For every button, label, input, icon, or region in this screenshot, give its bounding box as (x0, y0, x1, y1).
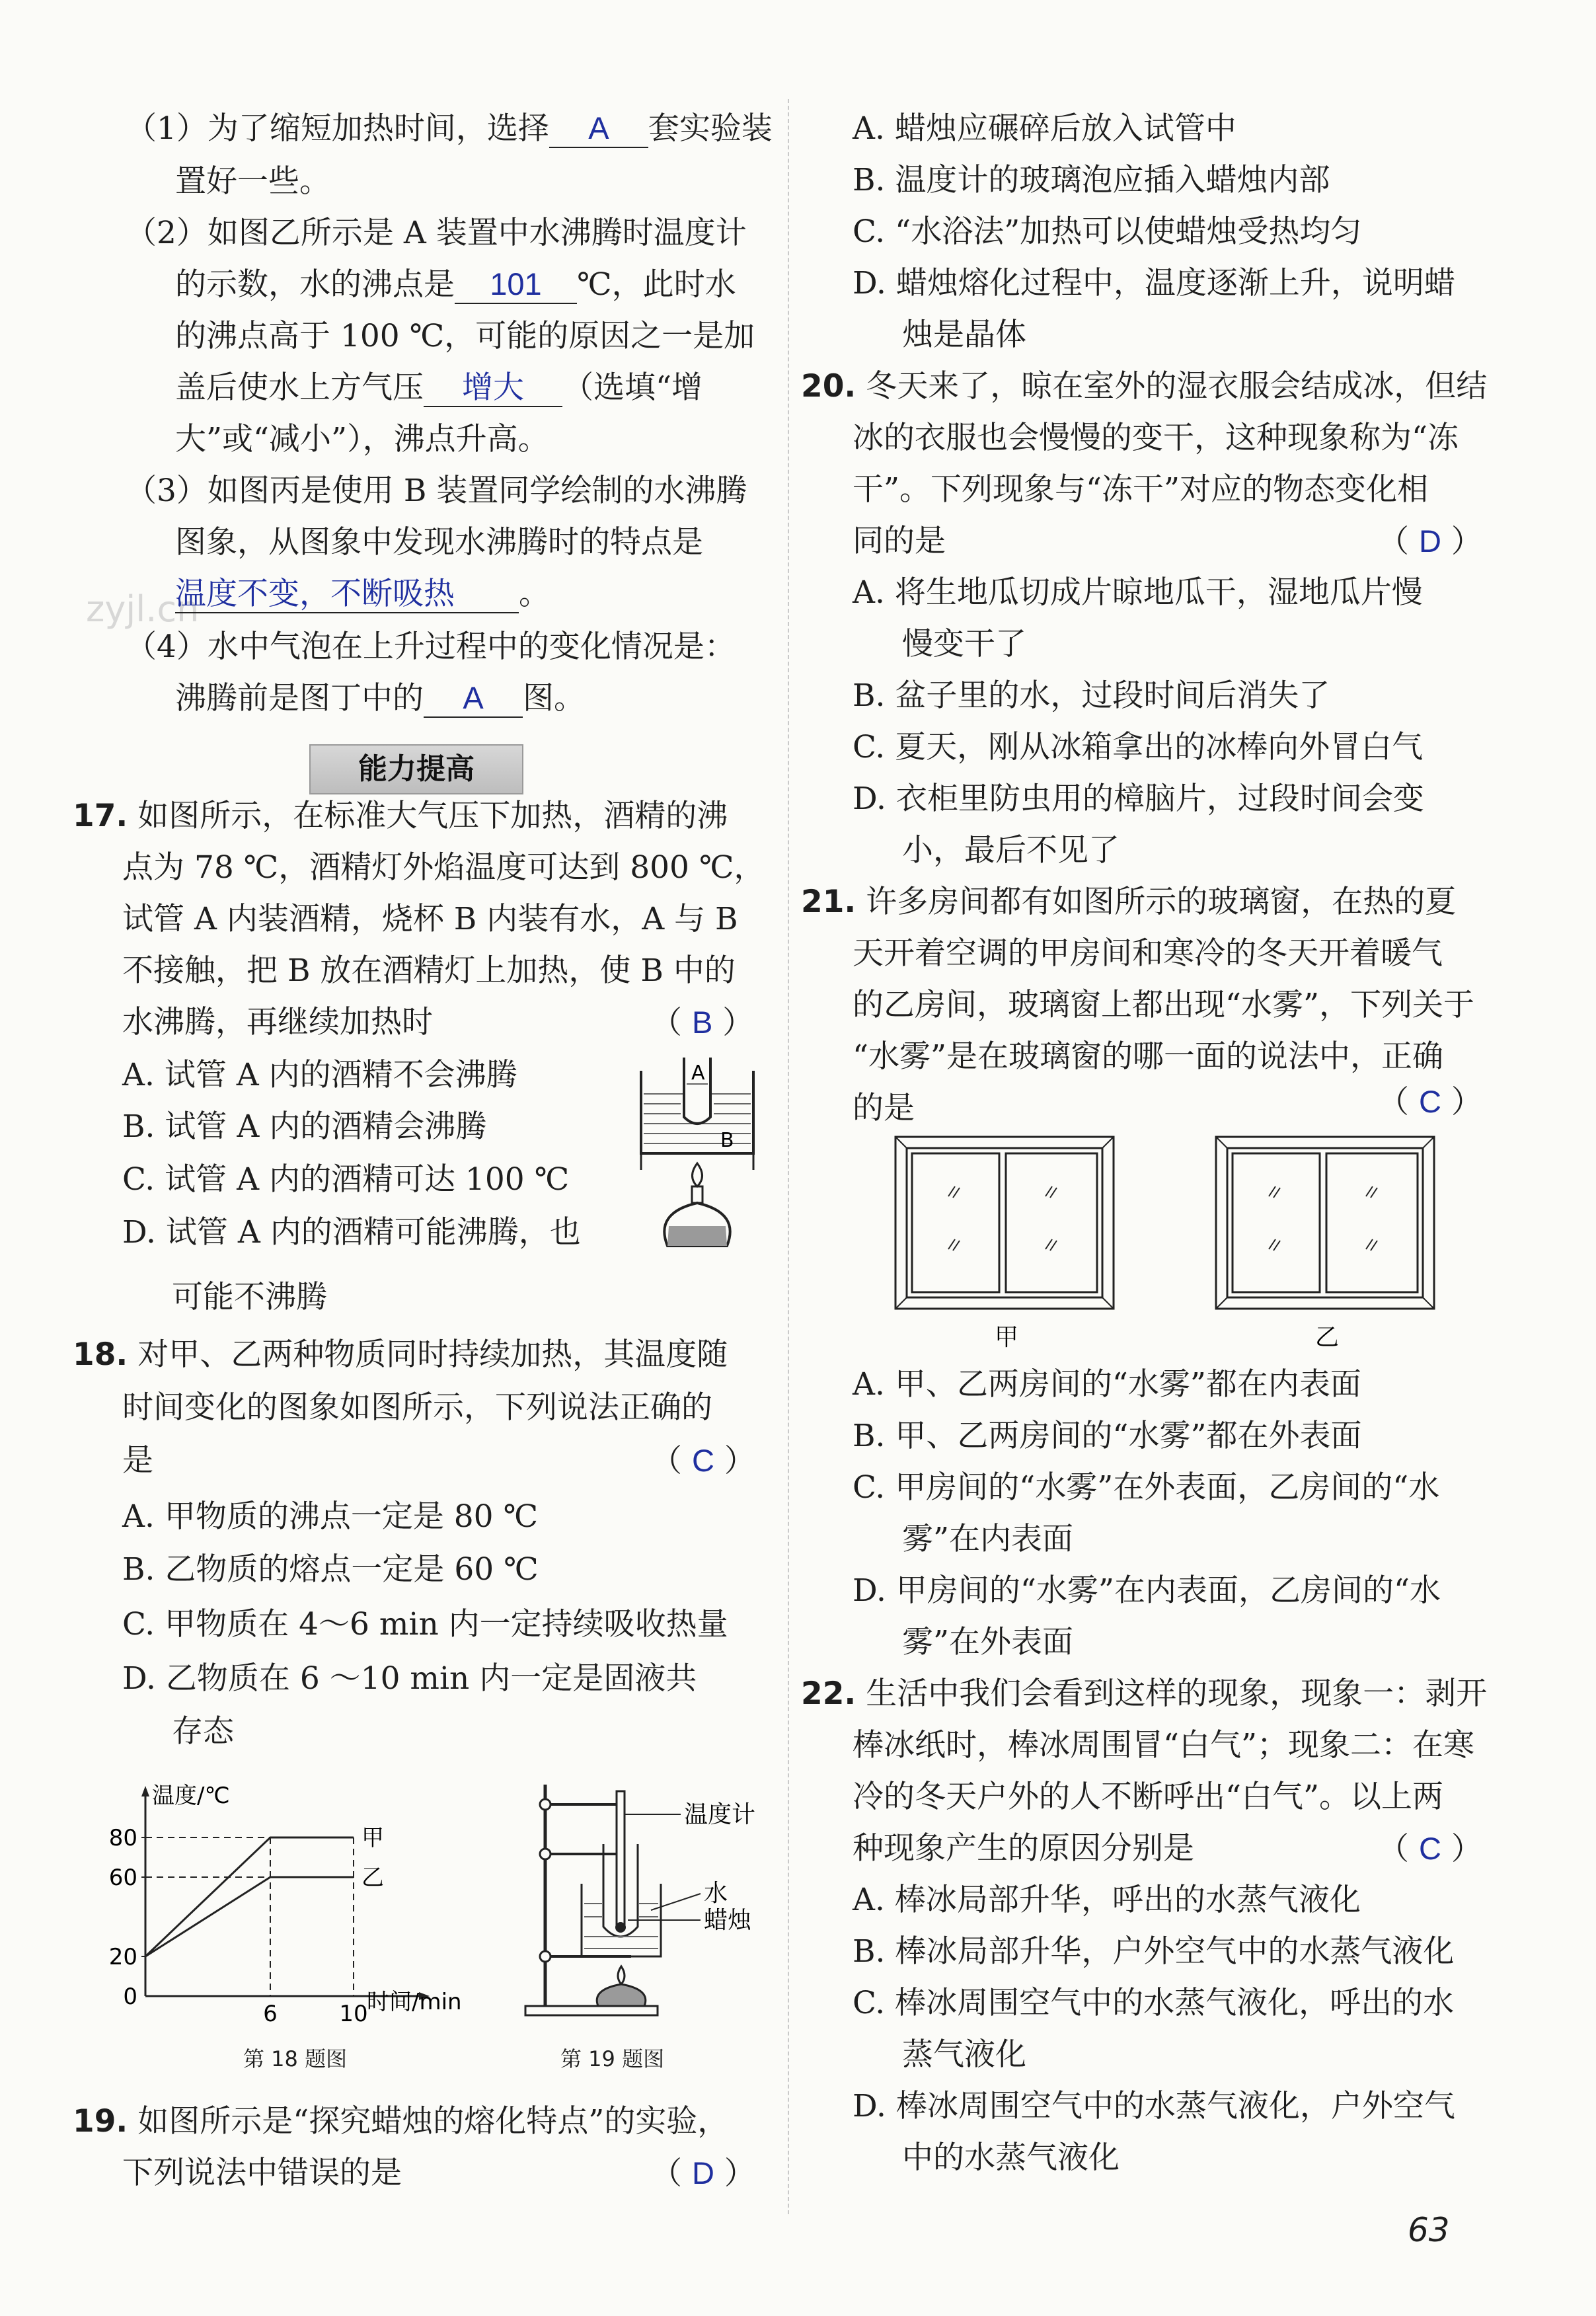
column-divider (788, 99, 789, 2214)
q21-stem-line5: 的是 (853, 1090, 915, 1126)
q17-stem-line3: 试管 A 内装酒精，烧杯 B 内装有水，A 与 B (122, 901, 738, 937)
thermometer (617, 1791, 625, 1927)
q20-option-b: B. 盆子里的水，过段时间后消失了 (853, 677, 1330, 714)
y-tick-label: 80 (108, 1825, 137, 1851)
section-heading: 能力提高 (309, 744, 523, 794)
x-tick-label: 10 (339, 2001, 368, 2027)
q20-option-d: D. 衣柜里防虫用的樟脑片，过段时间会变 (853, 781, 1424, 817)
q18-option-d-cont: 存态 (172, 1713, 234, 1750)
q16-part2-line4: 盖后使水上方气压 增大 （选填“增 (175, 369, 703, 406)
q17-stem-line1: 17. 如图所示，在标准大气压下加热，酒精的沸 (73, 798, 728, 834)
q18-caption: 第 18 题图 (243, 2046, 348, 2071)
y-tick-label: 0 (123, 1984, 137, 2010)
window-right (1216, 1137, 1434, 1309)
q21-stem-line2: 天开着空调的甲房间和寒冷的冬天开着暖气 (853, 935, 1443, 972)
q17-stem-line2: 点为 78 ℃，酒精灯外焰温度可达到 800 ℃， (122, 849, 765, 886)
q22-option-b: B. 棒冰局部升华，户外空气中的水蒸气液化 (853, 1933, 1455, 1970)
q19-option-b: B. 温度计的玻璃泡应插入蜡烛内部 (853, 162, 1330, 198)
q20-option-a-cont: 慢变干了 (902, 626, 1026, 662)
q22-option-d-cont: 中的水蒸气液化 (902, 2140, 1120, 2176)
q18-option-d: D. 乙物质在 6 ～10 min 内一定是固液共 (122, 1660, 697, 1697)
q21-option-d-cont: 雾”在外表面 (902, 1624, 1074, 1660)
q16-answer-1: A (549, 110, 648, 148)
q18-option-c: C. 甲物质在 4～6 min 内一定持续吸收热量 (122, 1606, 728, 1642)
q17-option-a: A. 试管 A 内的酒精不会沸腾 (122, 1057, 517, 1093)
q21-stem-line1: 21. 许多房间都有如图所示的玻璃窗，在热的夏 (801, 884, 1457, 920)
series-label: 乙 (361, 1865, 384, 1891)
q22-option-d: D. 棒冰周围空气中的水蒸气液化，户外空气 (853, 2088, 1455, 2124)
q16-answer-4: 温度不变，不断吸热 (175, 576, 519, 613)
q18-stem-line1: 18. 对甲、乙两种物质同时持续加热，其温度随 (73, 1336, 728, 1373)
label-candle: 蜡烛 (704, 1907, 752, 1934)
q16-part2-line5: 大”或“减小”），沸点升高。 (175, 421, 549, 457)
q19-answer-bracket: （ D ） (651, 2155, 755, 2192)
q21-answer-bracket: （ C ） (1378, 1084, 1482, 1120)
q18-chart (93, 1778, 502, 2029)
q22-stem-line2: 棒冰纸时，棒冰周围冒“白气”；现象二：在寒 (853, 1727, 1475, 1763)
label-b: B (720, 1129, 734, 1152)
q22-answer-bracket: （ C ） (1378, 1831, 1482, 1867)
q19-stem-line2: 下列说法中错误的是 (122, 2155, 402, 2191)
q18-stem-line2: 时间变化的图象如图所示，下列说法正确的 (122, 1389, 712, 1426)
q21-stem-line4: “水雾”是在玻璃窗的哪一面的说法中，正确 (853, 1038, 1444, 1075)
q17-option-d-cont: 可能不沸腾 (172, 1279, 327, 1315)
q20-stem-line4: 同的是 (853, 523, 946, 559)
q21-option-b: B. 甲、乙两房间的“水雾”都在外表面 (853, 1418, 1362, 1454)
q21-option-c: C. 甲房间的“水雾”在外表面，乙房间的“水 (853, 1469, 1440, 1506)
q16-part2-line3: 的沸点高于 100 ℃，可能的原因之一是加 (175, 318, 755, 354)
flame-icon (618, 1966, 625, 1984)
q17-stem-line4: 不接触，把 B 放在酒精灯上加热，使 B 中的 (122, 952, 736, 989)
y-tick-label: 20 (108, 1944, 137, 1970)
label-jia: 甲 (995, 1324, 1019, 1351)
q22-stem-line4: 种现象产生的原因分别是 (853, 1830, 1194, 1867)
q21-figure (892, 1134, 1474, 1358)
q22-option-c: C. 棒冰周围空气中的水蒸气液化，呼出的水 (853, 1985, 1455, 2021)
label-thermometer: 温度计 (684, 1801, 756, 1828)
series-line-乙 (145, 1877, 354, 1956)
q21-option-a: A. 甲、乙两房间的“水雾”都在内表面 (853, 1366, 1361, 1403)
q17-option-c: C. 试管 A 内的酒精可达 100 ℃ (122, 1161, 570, 1198)
q17-option-b: B. 试管 A 内的酒精会沸腾 (122, 1108, 487, 1145)
y-axis-label: 温度/℃ (152, 1783, 230, 1809)
q20-stem-line2: 冰的衣服也会慢慢的变干，这种现象称为“冻 (853, 420, 1459, 456)
q16-part2-line2: 的示数，水的沸点是 101 ℃，此时水 (175, 266, 736, 303)
q20-option-a: A. 将生地瓜切成片晾地瓜干，湿地瓜片慢 (853, 574, 1423, 611)
label-water: 水 (704, 1880, 728, 1907)
watermark: zyjl.cn (86, 588, 200, 630)
q16-part4-line2: 沸腾前是图丁中的 A 图。 (175, 680, 585, 716)
label-a: A (691, 1062, 705, 1085)
q20-option-c: C. 夏天，刚从冰箱拿出的冰棒向外冒白气 (853, 729, 1424, 765)
q20-option-d-cont: 小，最后不见了 (902, 832, 1120, 868)
q22-stem-line1: 22. 生活中我们会看到这样的现象，现象一：剥开 (801, 1676, 1488, 1712)
q22-stem-line3: 冷的冬天户外的人不断呼出“白气”。以上两 (853, 1779, 1444, 1815)
q22-option-c-cont: 蒸气液化 (902, 2036, 1026, 2073)
page-number: 63 (1408, 2211, 1450, 2249)
y-tick-label: 60 (108, 1865, 137, 1891)
alcohol-lamp (597, 1984, 646, 2006)
q16-part3-line3: 温度不变，不断吸热 。 (175, 576, 550, 612)
x-tick-label: 6 (263, 2001, 278, 2027)
q18-stem-line3: 是 (122, 1442, 153, 1479)
q19-option-d-cont: 烛是晶体 (902, 317, 1026, 353)
q20-stem-line3: 干”。下列现象与“冻干”对应的物态变化相 (853, 471, 1429, 508)
q18-option-a: A. 甲物质的沸点一定是 80 ℃ (122, 1498, 539, 1535)
q21-stem-line3: 的乙房间，玻璃窗上都出现“水雾”，下列关于 (853, 987, 1475, 1023)
q19-figure (519, 1778, 783, 2029)
q19-caption: 第 19 题图 (560, 2046, 665, 2071)
q19-option-c: C. “水浴法”加热可以使蜡烛受热均匀 (853, 213, 1362, 250)
q16-part1-line1: （1）为了缩短加热时间，选择 A 套实验装 (126, 110, 773, 147)
label-yi: 乙 (1315, 1324, 1340, 1351)
q17-answer-bracket: （ B ） (651, 1005, 754, 1041)
q17-stem-line5: 水沸腾，再继续加热时 (122, 1004, 433, 1040)
q19-option-d: D. 蜡烛熔化过程中，温度逐渐上升，说明蜡 (853, 265, 1455, 301)
x-axis-label: 时间/min (367, 1989, 462, 2015)
q19-stem-line1: 19. 如图所示是“探究蜡烛的熔化特点”的实验， (73, 2103, 729, 2140)
q20-answer-bracket: （ D ） (1378, 523, 1482, 560)
q20-stem-line1: 20. 冬天来了，晾在室外的湿衣服会结成冰，但结 (801, 368, 1488, 405)
q17-figure (628, 1054, 763, 1253)
q18-answer-bracket: （ C ） (651, 1443, 755, 1479)
q16-part4-line1: （4）水中气泡在上升过程中的变化情况是： (126, 629, 736, 665)
window-left (895, 1137, 1114, 1309)
q19-option-a: A. 蜡烛应碾碎后放入试管中 (853, 110, 1236, 147)
q16-part3-line2: 图象，从图象中发现水沸腾时的特点是 (175, 524, 703, 560)
q16-answer-2: 101 (455, 266, 577, 304)
q16-part2-line1: （2）如图乙所示是 A 装置中水沸腾时温度计 (126, 215, 747, 251)
q18-option-b: B. 乙物质的熔点一定是 60 ℃ (122, 1551, 539, 1588)
q16-part1-line2: 置好一些。 (175, 163, 330, 200)
q16-answer-5: A (424, 680, 523, 718)
q22-option-a: A. 棒冰局部升华，呼出的水蒸气液化 (853, 1882, 1361, 1918)
series-label: 甲 (361, 1825, 384, 1851)
q16-answer-3: 增大 (424, 369, 562, 407)
q21-option-c-cont: 雾”在内表面 (902, 1521, 1074, 1557)
q21-option-d: D. 甲房间的“水雾”在内表面，乙房间的“水 (853, 1572, 1441, 1609)
flame-icon (693, 1163, 703, 1186)
q17-option-d: D. 试管 A 内的酒精可能沸腾，也 (122, 1214, 581, 1251)
q16-part3-line1: （3）如图丙是使用 B 装置同学绘制的水沸腾 (126, 473, 747, 509)
series-line-甲 (145, 1837, 354, 1956)
